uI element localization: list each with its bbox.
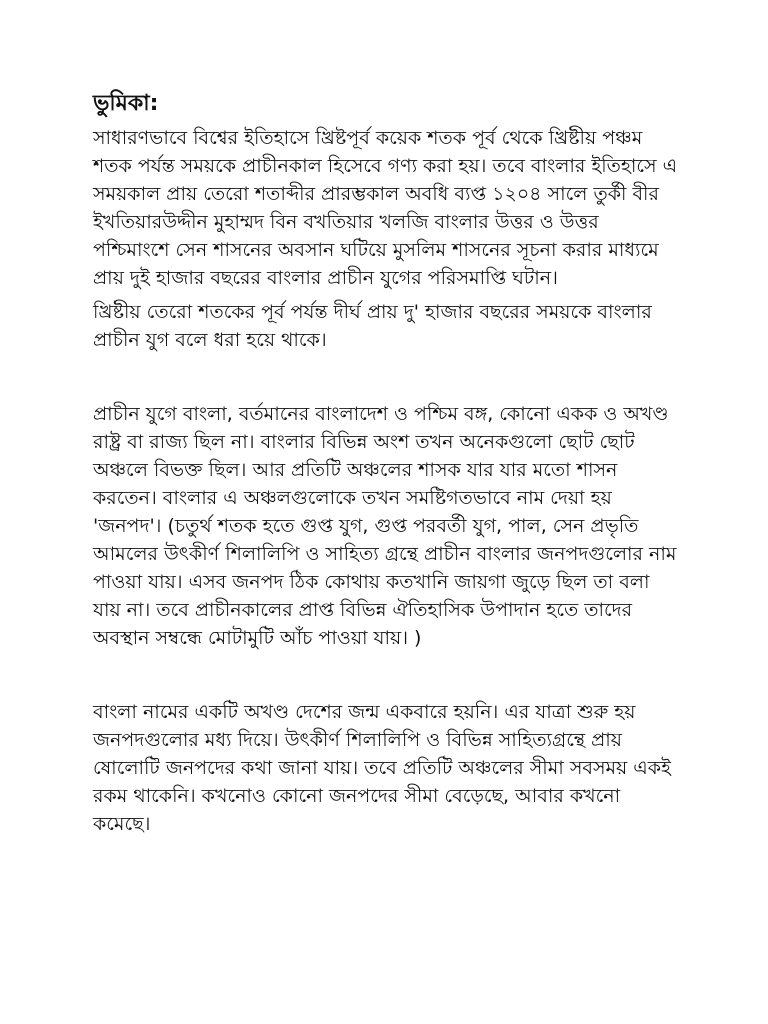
paragraph-ancient-age: খ্রিষ্টীয় তেরো শতকের পূর্ব পর্যন্ত দীর্ঘ প্রায় দু' হাজার বছরের সময়কে বাংলার প্রাচীন যুগ বলে ধরা হয়ে থাকে।	[93, 301, 652, 351]
paragraph-intro: সাধারণভাবে বিশ্বের ইতিহাসে খ্রিষ্টপূর্ব কয়েক শতক পূর্ব থেকে খ্রিষ্টীয় পঞ্চম শতক পর্যন্ত সময়কে প্রাচীনকাল হিসেবে গণ্য করা হয়। তবে বাংলার ইতিহাসে এ সময়কাল প্রায় তেরো শতাব্দীর প্রারম্ভকাল অবধি ব্যপ্ত ১২০৪ সালে তুর্কী বীর ইখতিয়ারউদ্দীন মুহাম্মদ বিন বখতিয়ার খলজি বাংলার উত্তর ও উত্তর পশ্চিমাংশে সেন শাসনের অবসান ঘটিয়ে মুসলিম শাসনের সূচনা করার মাধ্যমে প্রায় দুই হাজার বছরের বাংলার প্রাচীন যুগের পরিসমাপ্তি ঘটান।	[93, 127, 678, 289]
paragraph-bengal-origin: বাংলা নামের একটি অখণ্ড দেশের জন্ম একবারে হয়নি। এর যাত্রা শুরু হয় জনপদগুলোর মধ্য দিয়ে। উৎকীর্ণ শিলালিপি ও বিভিন্ন সাহিত্যগ্রন্থে প্রায় ষোলোটি জনপদের কথা জানা যায়। তবে প্রতিটি অঞ্চলের সীমা সবসময় একই রকম থাকেনি। কখনোও কোনো জনপদের সীমা বেড়েছে, আবার কখনো কমেছে।	[93, 701, 671, 835]
document-body	[93, 88, 681, 838]
spacer	[93, 354, 681, 400]
spacer	[93, 652, 681, 698]
section-heading: ভুমিকা:	[93, 91, 159, 116]
paragraph-janapada: প্রাচীন যুগে বাংলা, বর্তমানের বাংলাদেশ ও পশ্চিম বঙ্গ, কোনো একক ও অখণ্ড রাষ্ট্র বা রাজ্য ছিল না। বাংলার বিভিন্ন অংশ তখন অনেকগুলো ছোট ছোট অঞ্চলে বিভক্ত ছিল। আর প্রতিটি অঞ্চলের শাসক যার যার মতো শাসন করতেন। বাংলার এ অঞ্চলগুলোকে তখন সমষ্টিগতভাবে নাম দেয়া হয় 'জনপদ'। (চতুর্থ শতক হতে গুপ্ত যুগ, গুপ্ত পরবর্তী যুগ, পাল, সেন প্রভৃতি আমলের উৎকীর্ণ শিলালিপি ও সাহিত্য গ্রন্থে প্রাচীন বাংলার জনপদগুলোর নাম পাওয়া যায়। এসব জনপদ ঠিক কোথায় কতখানি জায়গা জুড়ে ছিল তা বলা যায় না। তবে প্রাচীনকালের প্রাপ্ত বিভিন্ন ঐতিহাসিক উপাদান হতে তাদের অবস্থান সম্বন্ধে মোটামুটি আঁচ পাওয়া যায়। )	[93, 403, 677, 649]
